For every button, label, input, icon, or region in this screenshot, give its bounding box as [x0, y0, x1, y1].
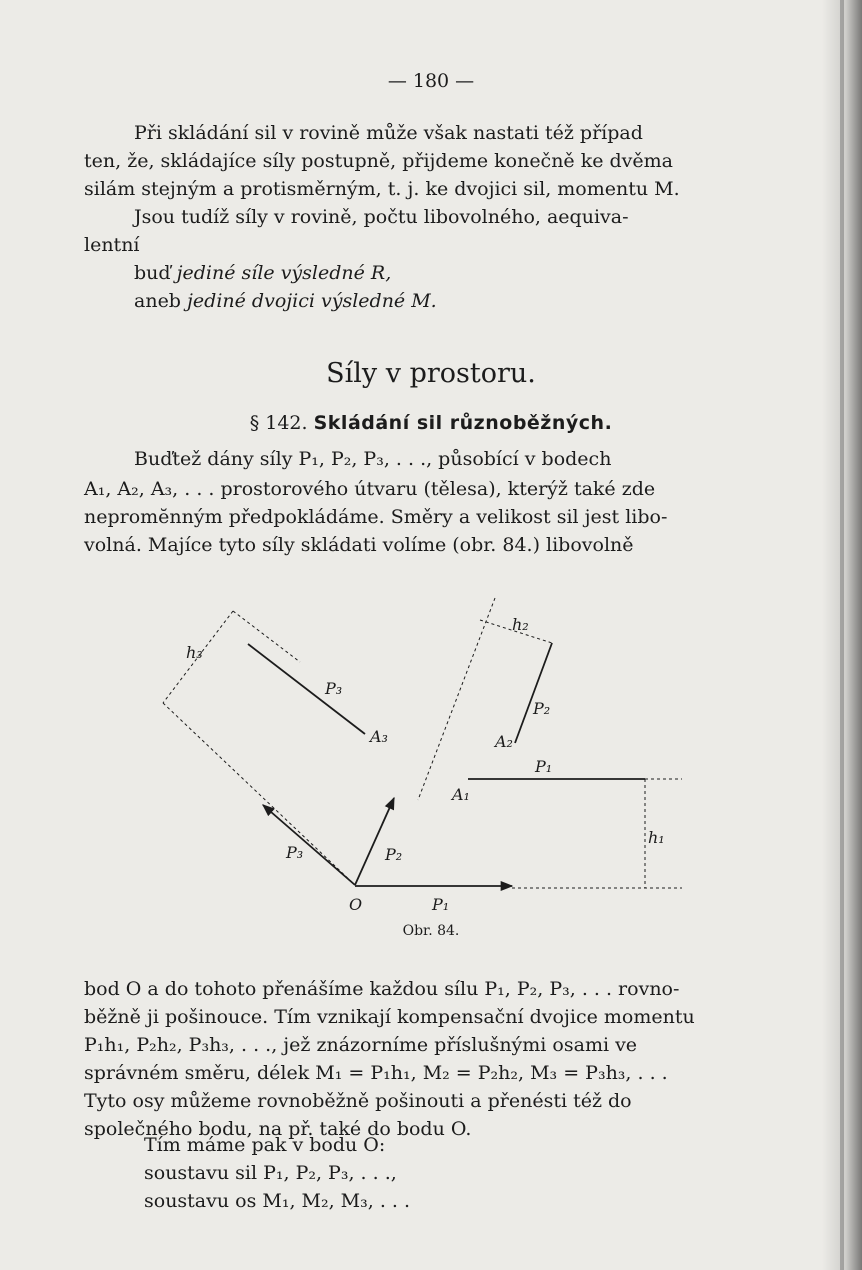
text-line: soustavu sil P₁, P₂, P₃, . . .,: [144, 1162, 397, 1184]
label-p1-top: P₁: [535, 757, 553, 776]
text-line: Jsou tudíž síly v rovině, počtu libovolného, aequiva-: [134, 206, 629, 228]
force-p3-line: [248, 644, 365, 734]
p2-extension-dashed: [418, 598, 495, 800]
text-line: běžně ji pošinouce. Tím vznikají kompensační dvojice momentu: [84, 1006, 695, 1028]
label-a1: A₁: [452, 785, 470, 804]
text-line: A₁, A₂, A₃, . . . prostorového útvaru (tělesa), kterýž také zde: [84, 478, 656, 500]
alt-text: jediné síle výsledné R,: [176, 262, 392, 284]
text-line: lentní: [84, 234, 140, 256]
text-line: volná. Majíce tyto síly skládati volíme (obr. 84.) libovolně: [84, 534, 634, 556]
figure-caption: Obr. 84.: [402, 923, 460, 939]
alternative-line: [134, 290, 748, 312]
label-p2-top: P₂: [533, 699, 551, 718]
paragraph-number: § 142.: [249, 412, 308, 434]
alt-text: jediné dvojici výsledné M.: [187, 290, 437, 312]
paragraph-title: Skládání sil různoběžných.: [313, 412, 613, 434]
label-h3: h₃: [186, 643, 203, 662]
label-p1-bottom: P₁: [432, 895, 450, 914]
text-line: ten, že, skládajíce síly postupně, přijdeme konečně ke dvěma: [84, 150, 673, 172]
projection-dashed: [163, 703, 355, 885]
text-line: nepromĕnným předpokládáme. Směry a velikost sil jest libo-: [84, 506, 668, 528]
text-line: Při skládání sil v rovině může však nastati též případ: [134, 122, 643, 144]
page-number: — 180 —: [387, 70, 475, 92]
label-a3: A₃: [370, 727, 388, 746]
text-line: společného bodu, na př. také do bodu O.: [84, 1118, 472, 1140]
text-line: Tyto osy můžeme rovnoběžně pošinouti a přenésti též do: [84, 1090, 632, 1112]
paragraph-heading: [0, 412, 862, 434]
section-title: Síly v prostoru.: [326, 358, 536, 389]
label-p3-top: P₃: [325, 679, 343, 698]
alternative-line: [134, 262, 748, 284]
alt-prefix: aneb: [134, 290, 181, 312]
text-line: P₁h₁, P₂h₂, P₃h₃, . . ., jež znázorníme příslušnými osami ve: [84, 1034, 638, 1056]
label-h2: h₂: [512, 615, 529, 634]
translated-p3: [263, 805, 355, 885]
label-p2-bottom: P₂: [385, 845, 403, 864]
label-o: O: [349, 895, 363, 914]
label-p3-bottom: P₃: [286, 843, 304, 862]
parallel-p3-dashed: [233, 611, 300, 662]
alt-prefix: buď: [134, 262, 171, 284]
force-p2-line: [515, 643, 552, 743]
text-line: silám stejným a protisměrným, t. j. ke dvojici sil, momentu M.: [84, 178, 680, 200]
figure-84: [0, 590, 862, 920]
text-line: Tím máme pak v bodu O:: [144, 1134, 386, 1156]
text-line: bod O a do tohoto přenášíme každou sílu P₁, P₂, P₃, . . . rovno-: [84, 978, 680, 1000]
translated-p2: [355, 798, 394, 885]
text-line: správném směru, délek M₁ = P₁h₁, M₂ = P₂h₂, M₃ = P₃h₃, . . .: [84, 1062, 668, 1084]
text-line: soustavu os M₁, M₂, M₃, . . .: [144, 1190, 411, 1212]
text-line: Buďtež dány síly P₁, P₂, P₃, . . ., působící v bodech: [134, 448, 612, 470]
label-h1: h₁: [648, 828, 665, 847]
label-a2: A₂: [495, 732, 513, 751]
